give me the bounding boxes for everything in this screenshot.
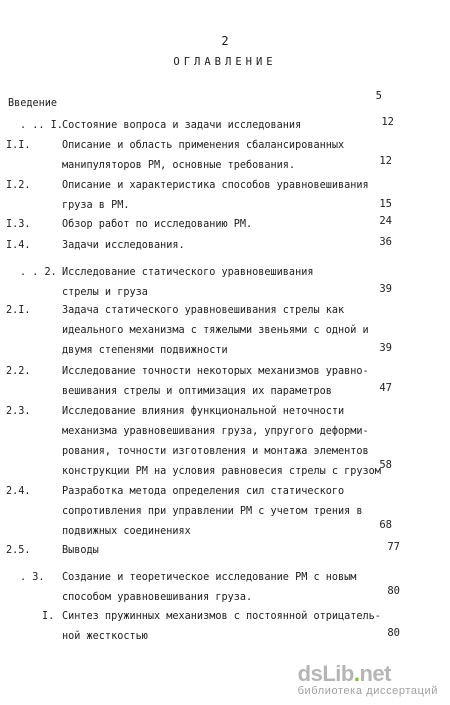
toc-entry-line: сопротивления при управлении РМ с учетом трения в: [62, 506, 363, 517]
toc-entry-line: Исследование точности некоторых механизмов уравно-: [62, 366, 369, 377]
toc-entry-number: 2.I.: [6, 305, 31, 316]
toc-entry-page: 24: [379, 215, 392, 227]
watermark-logo-tld: net: [359, 661, 391, 686]
toc-entry-number: 2.4.: [6, 486, 31, 497]
toc-entry-number: 2.2.: [6, 366, 31, 377]
toc-entry-line: Описание и характеристика способов уравновешивания: [62, 180, 369, 191]
watermark-logo-main: dsLib: [297, 661, 354, 686]
toc-entry-line: конструкции РМ на условия равновесия стрелы с грузом: [62, 466, 381, 477]
toc-entry-number: I.: [42, 611, 55, 622]
toc-entry-line: Синтез пружинных механизмов с постоянной отрицатель-: [62, 611, 381, 622]
toc-entry-line: подвижных соединениях: [62, 526, 191, 537]
toc-entry-number: 2.5.: [6, 545, 31, 556]
toc-entry-number: . 3.: [20, 572, 45, 583]
toc-entry-line: Задачи исследования.: [62, 240, 185, 251]
toc-entry-line: Обзор работ по исследованию РМ.: [62, 219, 253, 230]
toc-entry-line: Исследование влияния функциональной неточности: [62, 406, 345, 417]
toc-entry-page: 68: [379, 519, 392, 531]
toc-entry-line: Задача статического уравновешивания стрелы как: [62, 305, 345, 316]
toc-entry-page: 77: [387, 541, 400, 553]
toc-entry-page: 36: [379, 236, 392, 248]
toc-entry-number: I.4.: [6, 240, 31, 251]
toc-entry-number: I.3.: [6, 219, 31, 230]
toc-entry-page: 12: [379, 155, 392, 167]
watermark-logo: [298, 661, 438, 687]
toc-entry-number: . . 2.: [20, 267, 57, 278]
watermark-subtitle: библиотека диссертаций: [297, 685, 438, 697]
toc-entry-line: вешивания стрелы и оптимизация их параметров: [62, 386, 332, 397]
toc-entry-page: 15: [379, 198, 392, 210]
toc-entry-page: 47: [379, 382, 392, 394]
toc-entry-page: 58: [379, 459, 392, 471]
toc-entry-page: 80: [387, 585, 400, 597]
toc-entry-line: механизма уравновешивания груза, упругого деформи-: [62, 426, 369, 437]
toc-entry-line: стрелы и груза: [62, 287, 148, 298]
watermark-logo-dot: .: [353, 661, 360, 686]
toc-entry-number: I.2.: [6, 180, 31, 191]
toc-entry-line: Состояние вопроса и задачи исследования: [62, 120, 302, 131]
toc-entry-page: 80: [387, 627, 400, 639]
toc-entry-page: 39: [379, 342, 392, 354]
toc-entry-line: способом уравновешивания груза.: [62, 592, 253, 603]
toc-entry-line: Разработка метода определения сил статического: [62, 486, 345, 497]
toc-entry-line: двумя степенями подвижности: [62, 345, 228, 356]
toc-entry-line: Выводы: [62, 545, 99, 556]
toc-entry-page: 39: [379, 283, 392, 295]
watermark: [298, 661, 438, 697]
toc-entry-line: груза в РМ.: [62, 200, 130, 211]
toc-entry-line: Введение: [8, 98, 58, 109]
page-number: 2: [221, 34, 229, 48]
toc-entry-line: ной жесткостью: [62, 631, 148, 642]
toc-entry-line: идеального механизма с тяжелыми звеньями с одной и: [62, 325, 369, 336]
toc-entry-page: 12: [381, 116, 394, 128]
toc-entry-line: Исследование статического уравновешивания: [62, 267, 314, 278]
toc-entry-line: манипуляторов РМ, основные требования.: [62, 160, 296, 171]
toc-entry-line: Описание и область применения сбалансированных: [62, 140, 345, 151]
toc-entry-number: I.I.: [6, 140, 31, 151]
toc-entry-line: Создание и теоретическое исследование РМ с новым: [62, 572, 357, 583]
toc-entry-page: 5: [375, 90, 382, 102]
toc-heading: ОГЛАВЛЕНИЕ: [173, 56, 277, 68]
toc-entry-number: 2.3.: [6, 406, 31, 417]
toc-entry-number: . .. I.: [20, 120, 63, 131]
toc-entry-line: рования, точности изготовления и монтажа элементов: [62, 446, 369, 457]
